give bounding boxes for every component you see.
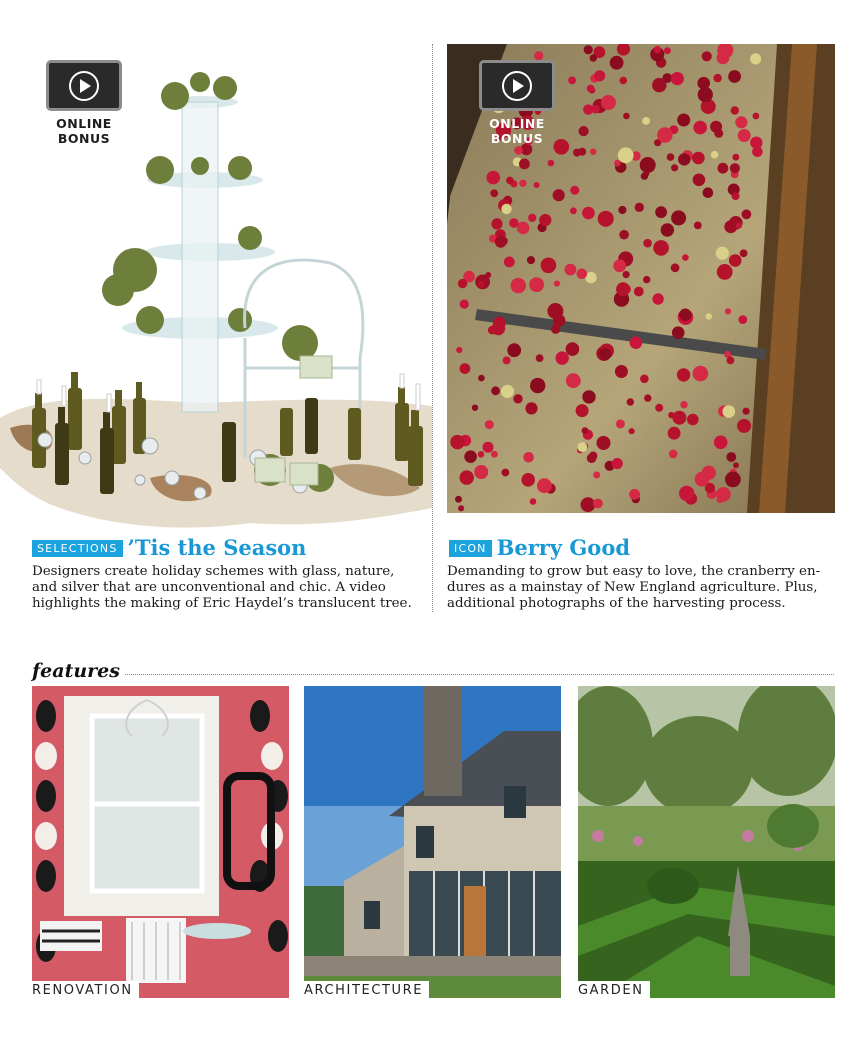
cranberry <box>601 95 616 110</box>
cranberry <box>678 153 690 165</box>
features-rule <box>110 674 834 675</box>
cranberry <box>464 450 477 463</box>
cranberry <box>529 277 544 292</box>
badge-line-2: BONUS <box>490 131 544 146</box>
cranberry <box>738 129 751 142</box>
cranberry <box>706 313 712 319</box>
story-headline-row <box>449 536 630 560</box>
cranberry <box>501 204 511 214</box>
cranberry <box>534 51 543 60</box>
cranberry <box>478 451 485 458</box>
cranberry <box>553 189 565 201</box>
cranberry <box>590 149 596 155</box>
cranberry <box>718 163 729 174</box>
cranberry <box>530 378 545 393</box>
cranberry <box>640 157 656 173</box>
cranberry <box>740 249 748 257</box>
online-bonus-badge[interactable] <box>479 60 555 146</box>
cranberry <box>697 77 710 90</box>
cranberry <box>598 211 614 227</box>
cranberry <box>627 398 634 405</box>
cranberry <box>736 223 742 229</box>
cranberry <box>570 186 579 195</box>
cranberry <box>654 46 661 53</box>
dek-line: additional photographs of the harvesting process. <box>447 596 786 611</box>
cranberry <box>693 121 707 135</box>
cranberry <box>652 78 666 92</box>
cranberry <box>573 149 581 157</box>
cranberry <box>711 151 719 159</box>
play-icon <box>502 71 532 101</box>
cranberry <box>618 147 634 163</box>
cranberry <box>577 269 588 280</box>
cranberry <box>642 117 650 125</box>
cranberry <box>724 220 737 233</box>
cranberry <box>693 366 709 382</box>
cranberry <box>668 427 681 440</box>
cranberry <box>527 256 535 264</box>
cranberry <box>687 414 699 426</box>
cranberry <box>702 51 712 61</box>
cranberry <box>587 453 597 463</box>
cranberry <box>597 436 611 450</box>
cranberry <box>672 326 685 339</box>
cranberry <box>521 473 535 487</box>
cranberry <box>491 386 500 395</box>
cranberry <box>679 309 691 321</box>
cranberry <box>653 240 669 256</box>
feature-label: GARDEN <box>578 981 650 998</box>
cranberry <box>742 209 752 219</box>
cranberry <box>725 308 731 314</box>
column-divider <box>432 44 433 612</box>
cranberry <box>528 214 536 222</box>
cranberry <box>710 121 722 133</box>
cranberry <box>492 322 506 336</box>
cranberry <box>566 373 581 388</box>
cranberry <box>565 264 577 276</box>
cranberry <box>593 472 600 479</box>
cranberry <box>682 254 689 261</box>
cranberry <box>584 45 593 54</box>
cranberry <box>570 207 577 214</box>
cranberry <box>483 442 494 453</box>
cranberry <box>735 116 747 128</box>
cranberry <box>507 343 521 357</box>
cranberry <box>511 278 526 293</box>
dek-line: dures as a mainstay of New England agriculture. Plus, <box>447 580 818 595</box>
cranberry <box>501 385 514 398</box>
badge-line-1: ONLINE <box>56 116 112 131</box>
cranberry <box>731 106 739 114</box>
cranberry <box>644 394 651 401</box>
cranberry <box>728 70 741 83</box>
cranberry <box>456 347 462 353</box>
cranberry <box>753 113 760 120</box>
cranberry <box>616 282 630 296</box>
section-tag: ICON <box>449 540 492 557</box>
badge-line-1: ONLINE <box>489 116 545 131</box>
feature-label: RENOVATION <box>32 981 139 998</box>
cranberry <box>491 451 498 458</box>
cranberry <box>635 203 644 212</box>
cranberry <box>460 300 469 309</box>
cranberry <box>723 405 736 418</box>
cranberry <box>548 160 555 167</box>
cranberry <box>623 271 630 278</box>
cranberry <box>487 171 501 185</box>
cranberry <box>669 450 678 459</box>
cranberry <box>460 470 474 484</box>
cranberry <box>458 279 467 288</box>
cranberry <box>556 351 569 364</box>
architecture-photo <box>304 686 561 998</box>
section-tag: SELECTIONS <box>32 540 123 557</box>
story-selections[interactable] <box>0 38 432 628</box>
cranberry <box>662 132 671 141</box>
cranberry <box>693 174 706 187</box>
cranberry <box>610 56 624 70</box>
cranberry <box>738 315 747 324</box>
cranberry <box>615 365 628 378</box>
feature-label: ARCHITECTURE <box>304 981 429 998</box>
cranberry <box>730 163 740 173</box>
cranberry <box>455 496 462 503</box>
cranberry <box>618 206 626 214</box>
cranberry <box>677 368 690 381</box>
cranberry <box>672 411 686 425</box>
cranberry <box>713 74 721 82</box>
features-header <box>32 660 834 684</box>
cranberry <box>599 348 611 360</box>
cranberry <box>671 263 680 272</box>
cranberry <box>519 159 530 170</box>
cranberry <box>491 218 502 229</box>
cranberry <box>478 281 485 288</box>
play-icon <box>69 71 99 101</box>
renovation-photo <box>32 686 289 998</box>
cranberry <box>519 180 526 187</box>
cranberry <box>474 465 488 479</box>
video-play-button[interactable] <box>46 60 122 111</box>
cranberry <box>458 505 464 511</box>
cranberry <box>655 404 663 412</box>
cranberry <box>582 390 595 403</box>
feature-card-garden[interactable] <box>578 686 835 998</box>
feature-card-renovation[interactable] <box>32 686 289 998</box>
cranberry <box>547 303 563 319</box>
cranberry <box>581 497 596 512</box>
cranberry <box>525 402 537 414</box>
cranberry <box>664 47 671 54</box>
cranberry <box>671 210 686 225</box>
cranberry <box>490 189 498 197</box>
dek-line: highlights the making of Eric Haydel’s translucent tree. <box>32 596 412 611</box>
story-headline[interactable]: ’Tis the Season <box>127 535 307 560</box>
cranberry <box>478 375 485 382</box>
cranberry <box>450 435 464 449</box>
cranberry <box>554 281 560 287</box>
cranberry <box>743 408 750 415</box>
cranberry <box>537 478 552 493</box>
cranberry <box>523 452 534 463</box>
cranberry <box>616 419 625 428</box>
cranberry <box>671 164 678 171</box>
story-dek <box>32 564 428 612</box>
cranberry <box>732 192 740 200</box>
cranberry <box>643 239 652 248</box>
cranberry <box>513 394 522 403</box>
cranberry <box>514 146 523 155</box>
cranberry <box>703 187 714 198</box>
cranberry <box>503 356 511 364</box>
cranberry <box>717 51 730 64</box>
cranberry <box>568 77 576 85</box>
story-headline-row <box>32 536 306 560</box>
cranberry <box>591 105 600 114</box>
cranberry <box>499 237 508 246</box>
cranberry <box>582 207 595 220</box>
cranberry <box>677 114 690 127</box>
cranberry <box>578 442 588 452</box>
dek-line: and silver that are unconventional and chic. A video <box>32 580 386 595</box>
cranberry <box>680 401 687 408</box>
cranberry <box>517 222 530 235</box>
cranberry <box>695 472 710 487</box>
dek-line: Demanding to grow but easy to love, the cranberry en- <box>447 564 821 579</box>
cranberry <box>630 336 643 349</box>
cranberry <box>612 458 623 469</box>
cranberry <box>727 357 735 365</box>
cranberry <box>725 472 741 488</box>
badge-line-2: BONUS <box>57 131 111 146</box>
cranberry <box>614 160 621 167</box>
cranberry <box>750 137 762 149</box>
cranberry <box>587 85 595 93</box>
cranberry <box>692 152 705 165</box>
cranberry <box>509 218 519 228</box>
cranberry <box>732 154 739 161</box>
cranberry <box>643 276 650 283</box>
cranberry <box>667 153 675 161</box>
cranberry <box>534 182 540 188</box>
cranberry <box>579 126 589 136</box>
cranberry <box>460 363 471 374</box>
cranberry <box>729 254 742 267</box>
story-icon[interactable] <box>447 44 835 634</box>
cranberry <box>737 419 751 433</box>
cranberry <box>554 139 570 155</box>
features-heading: features <box>32 660 124 682</box>
cranberry <box>652 293 663 304</box>
dek-line: Designers create holiday schemes with glass, nature, <box>32 564 395 579</box>
cranberry <box>530 498 537 505</box>
cranberry <box>733 462 739 468</box>
cranberry <box>623 113 630 120</box>
cranberry <box>629 428 635 434</box>
cranberry <box>504 257 515 268</box>
cranberry <box>502 469 510 477</box>
cranberry <box>485 272 491 278</box>
cranberry <box>536 354 544 362</box>
cranberry <box>593 499 603 509</box>
cranberry <box>694 222 702 230</box>
cranberry-photo[interactable] <box>447 44 835 513</box>
cranberry <box>541 258 557 274</box>
cranberry <box>716 247 729 260</box>
cranberry <box>485 420 494 429</box>
feature-card-architecture[interactable] <box>304 686 561 998</box>
cranberry <box>717 264 733 280</box>
cranberry <box>472 405 478 411</box>
cranberry <box>613 259 626 272</box>
cranberry <box>619 230 629 240</box>
cranberry <box>679 486 694 501</box>
cranberry <box>566 342 580 356</box>
story-headline[interactable]: Berry Good <box>496 535 631 560</box>
cranberry <box>629 489 640 500</box>
cranberry <box>671 72 684 85</box>
story-dek <box>447 564 843 612</box>
cranberry <box>539 214 551 226</box>
video-play-button[interactable] <box>479 60 555 111</box>
cranberry <box>582 427 589 434</box>
garden-photo <box>578 686 835 998</box>
cranberry <box>634 287 644 297</box>
glass-tree-photo[interactable] <box>0 38 432 538</box>
cranberry <box>620 77 628 85</box>
cranberry <box>668 412 674 418</box>
cranberry <box>576 404 589 417</box>
cranberry <box>716 496 723 503</box>
cranberry <box>640 375 649 384</box>
cranberry <box>661 223 674 236</box>
cranberry <box>714 436 728 450</box>
cranberry <box>750 53 761 64</box>
cranberry <box>726 452 736 462</box>
cranberry <box>594 70 605 81</box>
online-bonus-badge[interactable] <box>46 60 122 146</box>
cranberry <box>655 206 667 218</box>
cranberry <box>506 177 514 185</box>
cranberry <box>590 54 597 61</box>
